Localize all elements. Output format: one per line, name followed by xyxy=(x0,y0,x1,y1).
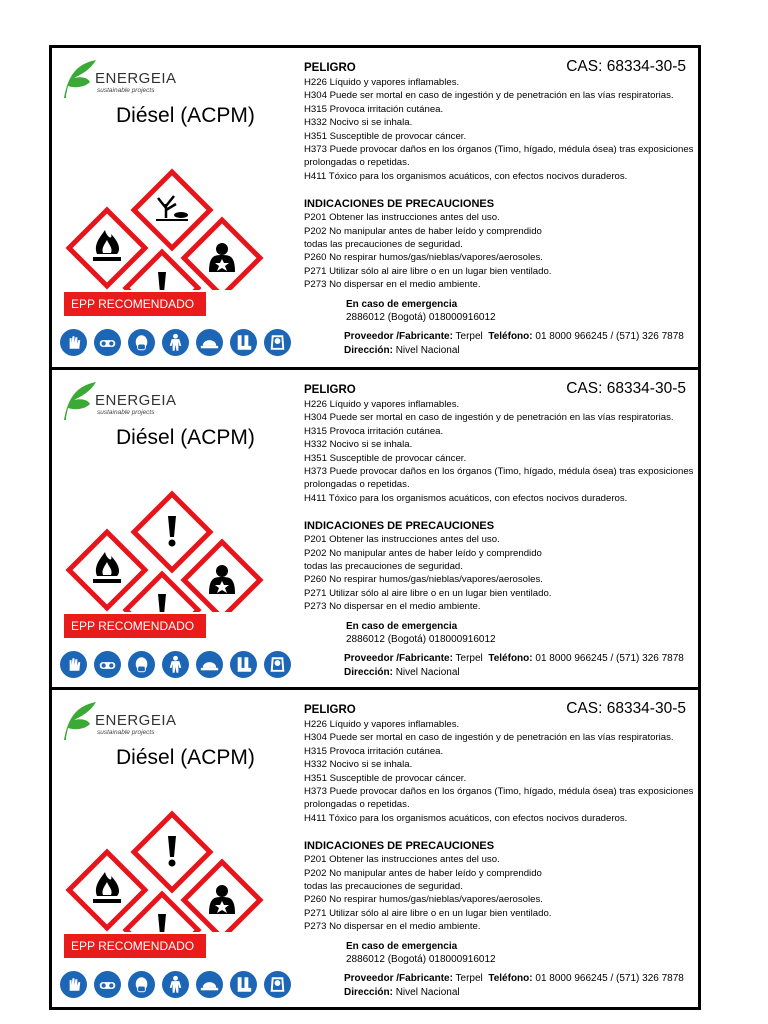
precaution-statements xyxy=(304,211,696,291)
precaution-statement: P273 No dispersar en el medio ambiente. xyxy=(304,279,481,291)
label-right-column xyxy=(304,58,696,358)
boots-icon xyxy=(230,329,257,356)
epp-banner: EPP RECOMENDADO xyxy=(64,614,206,638)
hazard-statement: prolongadas o repetidas. xyxy=(304,479,410,491)
hazard-statement: H373 Puede provocar daños en los órganos (Timo, hígado, médula ósea) tras exposiciones xyxy=(304,786,694,798)
product-name: Diésel (ACPM) xyxy=(116,426,255,449)
precaution-statement: todas las precauciones de seguridad. xyxy=(304,561,463,573)
brand-tagline: sustainable projects xyxy=(97,409,155,416)
precaution-statement: P273 No dispersar en el medio ambiente. xyxy=(304,921,481,933)
precautions-title: INDICACIONES DE PRECAUCIONES xyxy=(304,198,495,211)
brand-name: ENERGEIA xyxy=(95,70,177,87)
flame-pictogram xyxy=(69,532,145,608)
gloves-icon xyxy=(60,651,87,678)
cas-number: CAS: 68334-30-5 xyxy=(566,58,686,75)
coverall-icon xyxy=(162,971,189,998)
helmet-icon xyxy=(196,329,223,356)
hazard-statement: H315 Provoca irritación cutánea. xyxy=(304,425,444,437)
ghs-pictograms xyxy=(62,782,292,932)
provider-label: Proveedor /Fabricante: xyxy=(344,652,453,664)
goggles-icon xyxy=(94,971,121,998)
ppe-icons xyxy=(60,971,291,999)
hazard-statements xyxy=(304,76,696,183)
hazard-statement: H304 Puede ser mortal en caso de ingestión y de penetración en las vías respiratorias. xyxy=(304,732,674,744)
address-label: Dirección: xyxy=(344,986,393,998)
emergency-phones: 2886012 (Bogotá) 018000916012 xyxy=(346,633,496,645)
emergency-title: En caso de emergencia xyxy=(346,298,458,310)
precaution-statement: P201 Obtener las instrucciones antes del uso. xyxy=(304,854,500,866)
face-shield-icon xyxy=(264,329,291,356)
hazard-label-2 xyxy=(49,367,701,690)
emergency-phones: 2886012 (Bogotá) 018000916012 xyxy=(346,311,496,323)
provider-block xyxy=(344,972,696,1000)
precaution-statements xyxy=(304,533,696,613)
respirator-icon xyxy=(128,971,155,998)
provider-label: Proveedor /Fabricante: xyxy=(344,972,453,984)
hazard-statements xyxy=(304,398,696,505)
precaution-statement: todas las precauciones de seguridad. xyxy=(304,239,463,251)
phone-label: Teléfono: xyxy=(488,330,533,342)
address-value: Nivel Nacional xyxy=(395,986,460,998)
phone-label: Teléfono: xyxy=(488,652,533,664)
ppe-icons xyxy=(60,651,291,679)
precaution-statement: P273 No dispersar en el medio ambiente. xyxy=(304,601,481,613)
emergency-phones: 2886012 (Bogotá) 018000916012 xyxy=(346,953,496,965)
precaution-statement: P271 Utilizar sólo al aire libre o en un lugar bien ventilado. xyxy=(304,587,552,599)
precaution-statement: P202 No manipular antes de haber leído y comprendido xyxy=(304,547,542,559)
precaution-statement: todas las precauciones de seguridad. xyxy=(304,881,463,893)
boots-icon xyxy=(230,971,257,998)
precaution-statements xyxy=(304,853,696,933)
hazard-label-3 xyxy=(49,687,701,1010)
address-value: Nivel Nacional xyxy=(395,666,460,678)
label-header xyxy=(304,700,696,718)
coverall-icon xyxy=(162,651,189,678)
precaution-statement: P271 Utilizar sólo al aire libre o en un lugar bien ventilado. xyxy=(304,907,552,919)
leaf-logo-icon xyxy=(60,56,100,102)
hazard-statement: prolongadas o repetidas. xyxy=(304,157,410,169)
brand-logo xyxy=(60,378,180,424)
face-shield-icon xyxy=(264,971,291,998)
face-shield-icon xyxy=(264,651,291,678)
hazard-statement: H351 Susceptible de provocar cáncer. xyxy=(304,130,467,142)
phone-value: 01 8000 966245 / (571) 326 7878 xyxy=(535,652,684,664)
ghs-pictograms xyxy=(62,140,292,290)
health-hazard-pictogram xyxy=(184,862,260,932)
goggles-icon xyxy=(94,651,121,678)
hazard-label-1 xyxy=(49,45,701,370)
signal-word: PELIGRO xyxy=(304,384,356,396)
precaution-statement: P271 Utilizar sólo al aire libre o en un lugar bien ventilado. xyxy=(304,265,552,277)
flame-pictogram xyxy=(69,852,145,928)
label-header xyxy=(304,58,696,76)
provider-label: Proveedor /Fabricante: xyxy=(344,330,453,342)
hazard-statement: H373 Puede provocar daños en los órganos (Timo, hígado, médula ósea) tras exposiciones xyxy=(304,144,694,156)
provider-value: Terpel xyxy=(455,972,483,984)
emergency-title: En caso de emergencia xyxy=(346,620,458,632)
product-name: Diésel (ACPM) xyxy=(116,746,255,769)
cas-number: CAS: 68334-30-5 xyxy=(566,380,686,397)
ppe-icons xyxy=(60,329,291,357)
hazard-statement: H304 Puede ser mortal en caso de ingestión y de penetración en las vías respiratorias. xyxy=(304,412,674,424)
label-right-column xyxy=(304,700,696,1000)
brand-tagline: sustainable projects xyxy=(97,729,155,736)
hazard-statement: prolongadas o repetidas. xyxy=(304,799,410,811)
address-label: Dirección: xyxy=(344,666,393,678)
hazard-statements xyxy=(304,718,696,825)
signal-word: PELIGRO xyxy=(304,62,356,74)
precaution-statement: P260 No respirar humos/gas/nieblas/vapores/aerosoles. xyxy=(304,574,543,586)
hazard-statement: H332 Nocivo si se inhala. xyxy=(304,439,413,451)
emergency-block xyxy=(346,940,696,967)
provider-value: Terpel xyxy=(455,330,483,342)
hazard-statement: H304 Puede ser mortal en caso de ingestión y de penetración en las vías respiratorias. xyxy=(304,90,674,102)
ghs-pictograms xyxy=(62,462,292,612)
hazard-statement: H411 Tóxico para los organismos acuáticos, con efectos nocivos duraderos. xyxy=(304,812,628,824)
hazard-statement: H226 Líquido y vapores inflamables. xyxy=(304,399,460,410)
hazard-statement: H226 Líquido y vapores inflamables. xyxy=(304,77,460,88)
brand-logo xyxy=(60,698,180,744)
phone-value: 01 8000 966245 / (571) 326 7878 xyxy=(535,330,684,342)
precaution-statement: P201 Obtener las instrucciones antes del uso. xyxy=(304,534,500,546)
precautions-title: INDICACIONES DE PRECAUCIONES xyxy=(304,840,495,853)
label-header xyxy=(304,380,696,398)
helmet-icon xyxy=(196,651,223,678)
hazard-statement: H373 Puede provocar daños en los órganos (Timo, hígado, médula ósea) tras exposiciones xyxy=(304,466,694,478)
hazard-statement: H315 Provoca irritación cutánea. xyxy=(304,745,444,757)
provider-block xyxy=(344,330,696,358)
helmet-icon xyxy=(196,971,223,998)
label-left-column xyxy=(52,370,302,687)
flame-pictogram xyxy=(69,210,145,286)
emergency-title: En caso de emergencia xyxy=(346,940,458,952)
cas-number: CAS: 68334-30-5 xyxy=(566,700,686,717)
brand-tagline: sustainable projects xyxy=(97,87,155,94)
hazard-statement: H351 Susceptible de provocar cáncer. xyxy=(304,772,467,784)
boots-icon xyxy=(230,651,257,678)
precaution-statement: P260 No respirar humos/gas/nieblas/vapores/aerosoles. xyxy=(304,894,543,906)
exclamation-pictogram xyxy=(134,814,210,890)
coverall-icon xyxy=(162,329,189,356)
hazard-statement: H351 Susceptible de provocar cáncer. xyxy=(304,452,467,464)
hazard-statement: H332 Nocivo si se inhala. xyxy=(304,117,413,129)
hazard-statement: H315 Provoca irritación cutánea. xyxy=(304,103,444,115)
brand-name: ENERGEIA xyxy=(95,392,177,409)
epp-banner: EPP RECOMENDADO xyxy=(64,292,206,316)
brand-name: ENERGEIA xyxy=(95,712,177,729)
signal-word: PELIGRO xyxy=(304,704,356,716)
precaution-statement: P202 No manipular antes de haber leído y comprendido xyxy=(304,867,542,879)
address-label: Dirección: xyxy=(344,344,393,356)
precaution-statement: P201 Obtener las instrucciones antes del uso. xyxy=(304,212,500,224)
label-left-column xyxy=(52,48,302,367)
emergency-block xyxy=(346,298,696,325)
precaution-statement: P202 No manipular antes de haber leído y comprendido xyxy=(304,225,542,237)
leaf-logo-icon xyxy=(60,378,100,424)
hazard-statement: H411 Tóxico para los organismos acuáticos, con efectos nocivos duraderos. xyxy=(304,170,628,182)
phone-value: 01 8000 966245 / (571) 326 7878 xyxy=(535,972,684,984)
precaution-statement: P260 No respirar humos/gas/nieblas/vapores/aerosoles. xyxy=(304,252,543,264)
hazard-statement: H411 Tóxico para los organismos acuáticos, con efectos nocivos duraderos. xyxy=(304,492,628,504)
leaf-logo-icon xyxy=(60,698,100,744)
respirator-icon xyxy=(128,651,155,678)
respirator-icon xyxy=(128,329,155,356)
precautions-title: INDICACIONES DE PRECAUCIONES xyxy=(304,520,495,533)
label-left-column xyxy=(52,690,302,1007)
health-hazard-pictogram xyxy=(184,220,260,290)
hazard-statement: H332 Nocivo si se inhala. xyxy=(304,759,413,771)
gloves-icon xyxy=(60,329,87,356)
brand-logo xyxy=(60,56,180,102)
environment-pictogram xyxy=(134,172,210,248)
health-hazard-pictogram xyxy=(184,542,260,612)
goggles-icon xyxy=(94,329,121,356)
emergency-block xyxy=(346,620,696,647)
label-right-column xyxy=(304,380,696,680)
provider-value: Terpel xyxy=(455,652,483,664)
epp-banner: EPP RECOMENDADO xyxy=(64,934,206,958)
hazard-statement: H226 Líquido y vapores inflamables. xyxy=(304,719,460,730)
address-value: Nivel Nacional xyxy=(395,344,460,356)
provider-block xyxy=(344,652,696,680)
phone-label: Teléfono: xyxy=(488,972,533,984)
product-name: Diésel (ACPM) xyxy=(116,104,255,127)
gloves-icon xyxy=(60,971,87,998)
exclamation-pictogram xyxy=(134,494,210,570)
